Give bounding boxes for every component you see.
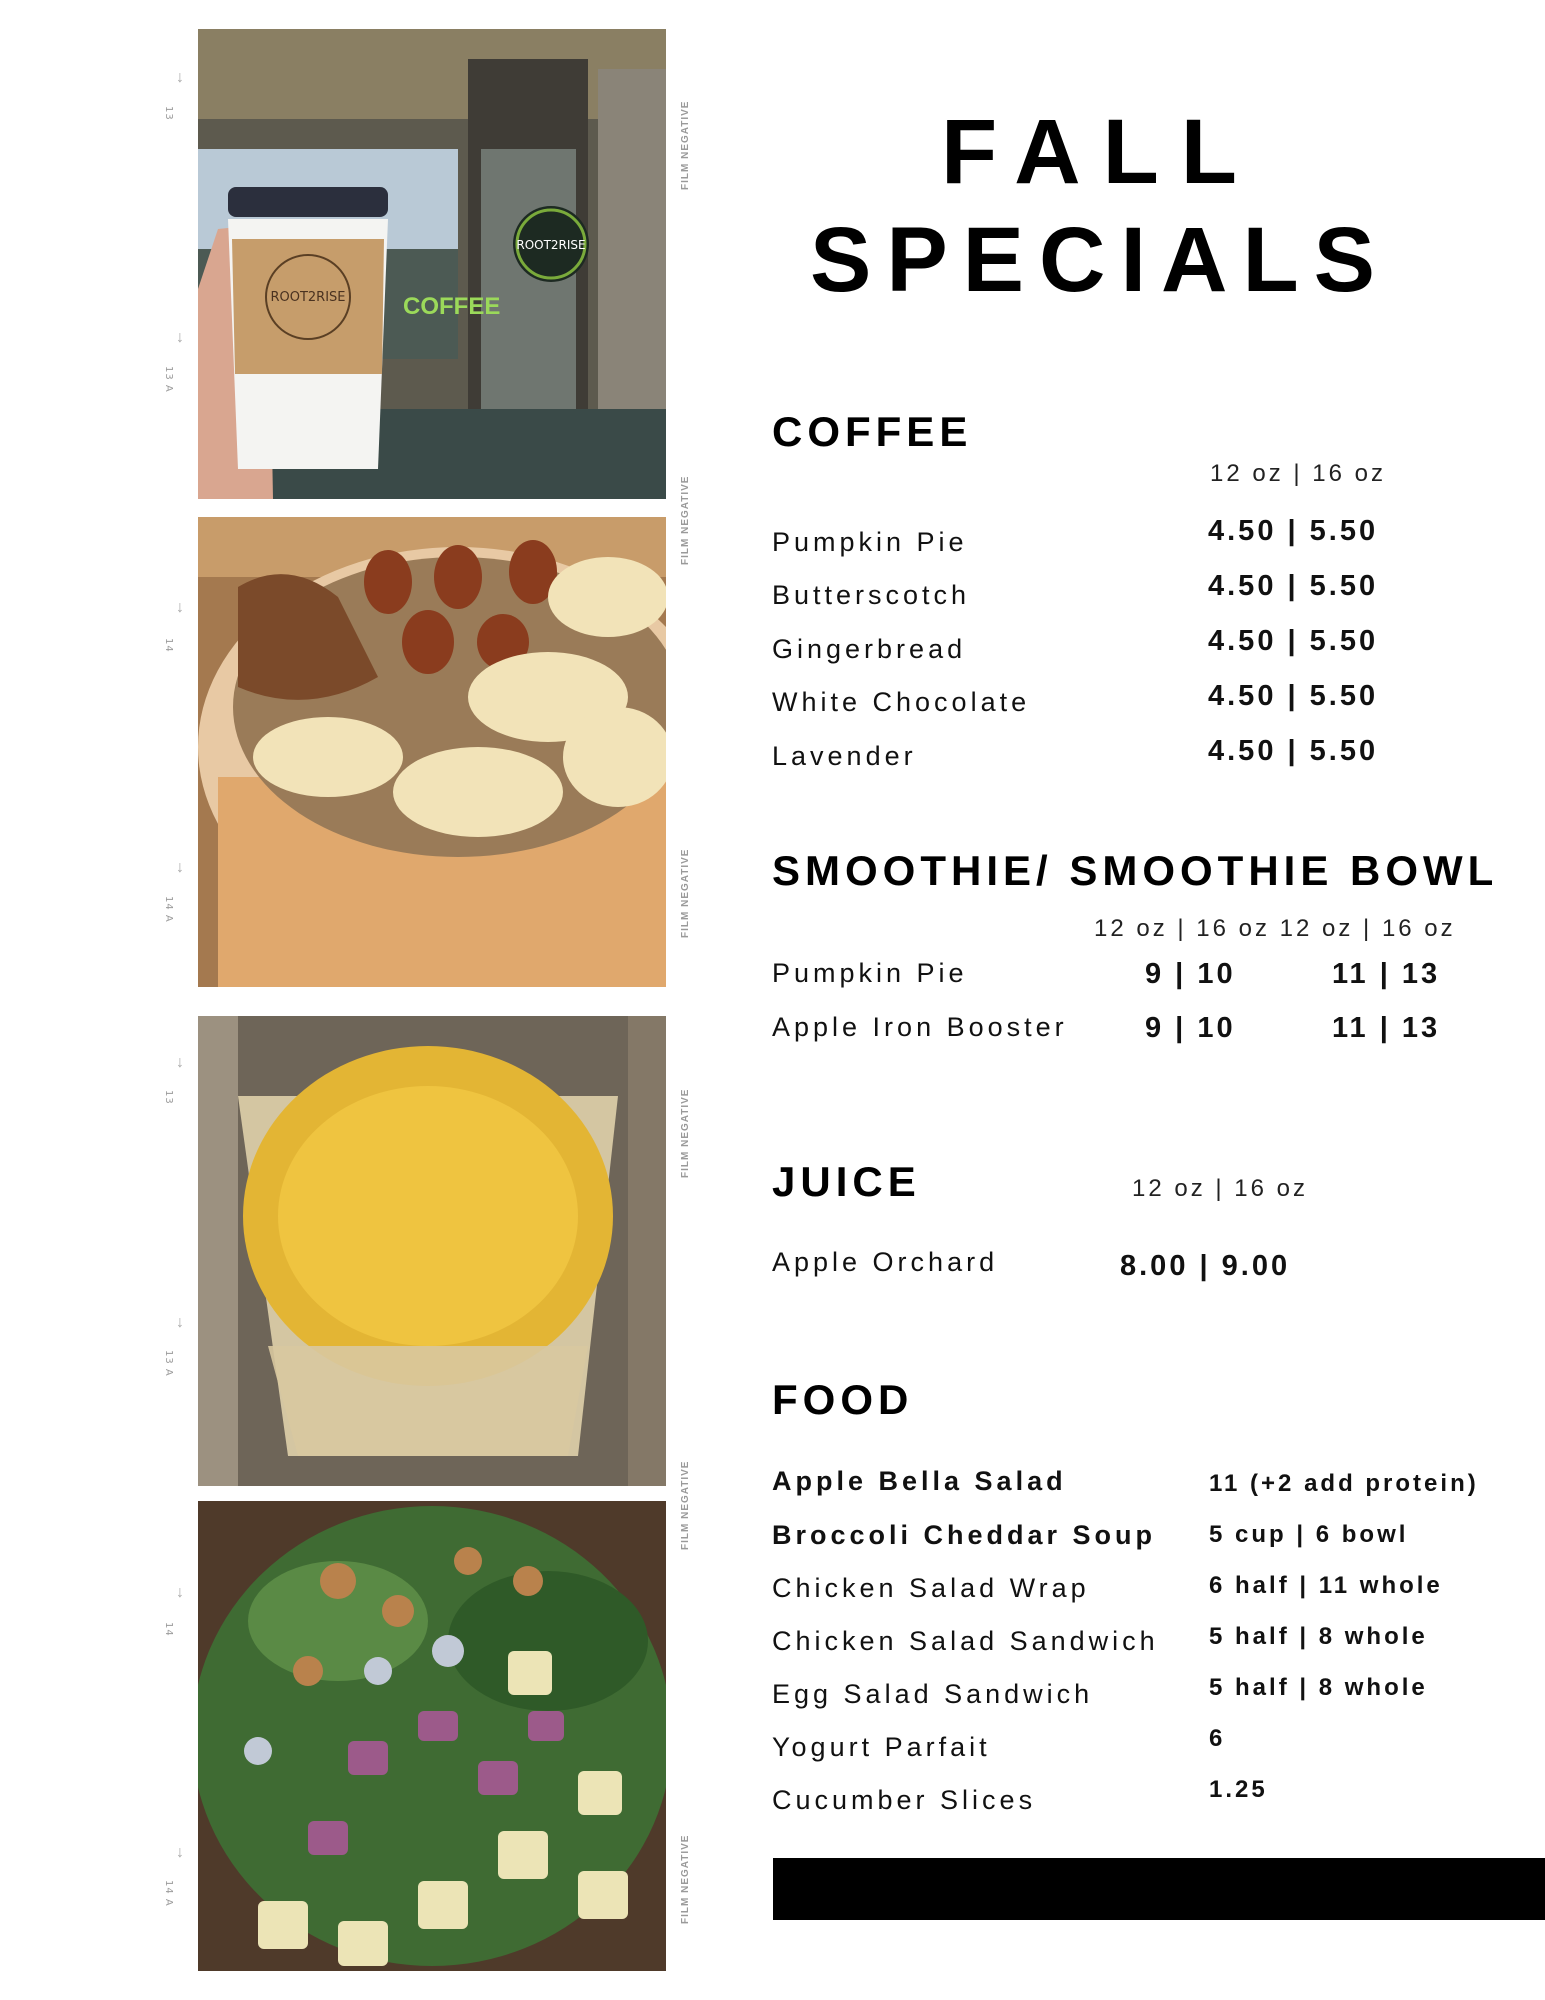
juice-size-header: 12 oz | 16 oz [1132,1175,1308,1202]
menu-item-price: 4.50 | 5.50 [1208,680,1379,712]
menu-item-name: Chicken Salad Wrap [772,1573,1090,1603]
menu-item-name: Apple Orchard [772,1247,999,1277]
film-frame-label: 14 [163,1622,174,1637]
film-arrow: ↓ [176,1844,184,1861]
film-arrow: ↓ [176,69,184,86]
menu-item-name: Egg Salad Sandwich [772,1679,1094,1709]
film-negative-label: FILM NEGATIVE [680,1088,691,1178]
smoothie-size-header: 12 oz | 16 oz 12 oz | 16 oz [1094,915,1456,942]
menu-item-name: Pumpkin Pie [772,958,968,988]
menu-item-price: 5 cup | 6 bowl [1209,1521,1409,1548]
section-heading-food: FOOD [772,1376,914,1423]
menu-item-price: 5 half | 8 whole [1209,1623,1428,1650]
section-heading-smoothie: SMOOTHIE/ SMOOTHIE BOWL [772,847,1499,894]
menu-item-name: Gingerbread [772,634,967,664]
film-arrow: ↓ [176,599,184,616]
film-arrow: ↓ [176,1054,184,1071]
menu-item-name: Butterscotch [772,580,971,610]
menu-item-price: 4.50 | 5.50 [1208,735,1379,767]
menu-item-name: Apple Bella Salad [772,1466,1067,1496]
menu-item-price: 6 half | 11 whole [1209,1572,1443,1599]
page-title-line2: SPECIALS [809,209,1391,311]
menu-item-price: 5 half | 8 whole [1209,1674,1428,1701]
film-frame-label: 14 [163,638,174,653]
film-frame-label: 13 A [163,366,174,393]
menu-item-price: 4.50 | 5.50 [1208,515,1379,547]
svg-text:ROOT2RISE: ROOT2RISE [270,290,346,305]
section-heading-juice: JUICE [772,1158,921,1205]
menu-item-name: Apple Iron Booster [772,1012,1068,1042]
film-negative-label: FILM NEGATIVE [680,1834,691,1924]
photo-juice-cup [198,1016,666,1486]
film-arrow: ↓ [176,859,184,876]
menu-item-price: 4.50 | 5.50 [1208,625,1379,657]
svg-text:ROOT2RISE: ROOT2RISE [516,238,586,252]
menu-item-price-bowl: 11 | 13 [1332,1012,1441,1044]
menu-item-price-bowl: 11 | 13 [1332,958,1441,990]
film-negative-label: FILM NEGATIVE [680,100,691,190]
menu-item-name: Pumpkin Pie [772,527,968,557]
film-negative-label: FILM NEGATIVE [680,475,691,565]
photo-salad [198,1501,666,1971]
menu-item-name: Chicken Salad Sandwich [772,1626,1159,1656]
footer-bar [773,1858,1545,1920]
film-arrow: ↓ [176,1584,184,1601]
menu-item-name: Broccoli Cheddar Soup [772,1520,1157,1550]
menu-item-price: 1.25 [1209,1776,1268,1803]
menu-item-price: 11 (+2 add protein) [1209,1470,1479,1497]
film-frame-label: 13 [163,106,174,121]
film-negative-label: FILM NEGATIVE [680,1460,691,1550]
menu-item-name: White Chocolate [772,687,1031,717]
menu-item-price-smoothie: 9 | 10 [1145,958,1236,990]
menu-item-price: 4.50 | 5.50 [1208,570,1379,602]
film-negative-label: FILM NEGATIVE [680,848,691,938]
film-frame-label: 14 A [163,1880,174,1907]
svg-text:COFFEE: COFFEE [403,293,501,320]
page-title-line1: FALL [941,101,1259,203]
menu-item-name: Yogurt Parfait [772,1732,991,1762]
film-arrow: ↓ [176,1314,184,1331]
section-heading-coffee: COFFEE [772,408,973,455]
menu-item-price: 6 [1209,1725,1226,1752]
coffee-size-header: 12 oz | 16 oz [1210,460,1386,487]
menu-item-name: Lavender [772,741,917,771]
film-frame-label: 14 A [163,896,174,923]
menu-item-price: 8.00 | 9.00 [1120,1250,1291,1282]
photo-smoothie-bowl [198,517,666,987]
menu-item-price-smoothie: 9 | 10 [1145,1012,1236,1044]
film-frame-label: 13 A [163,1350,174,1377]
menu-item-name: Cucumber Slices [772,1785,1037,1815]
film-arrow: ↓ [176,329,184,346]
film-frame-label: 13 [163,1090,174,1105]
photo-coffee-cup-storefront [198,29,666,499]
